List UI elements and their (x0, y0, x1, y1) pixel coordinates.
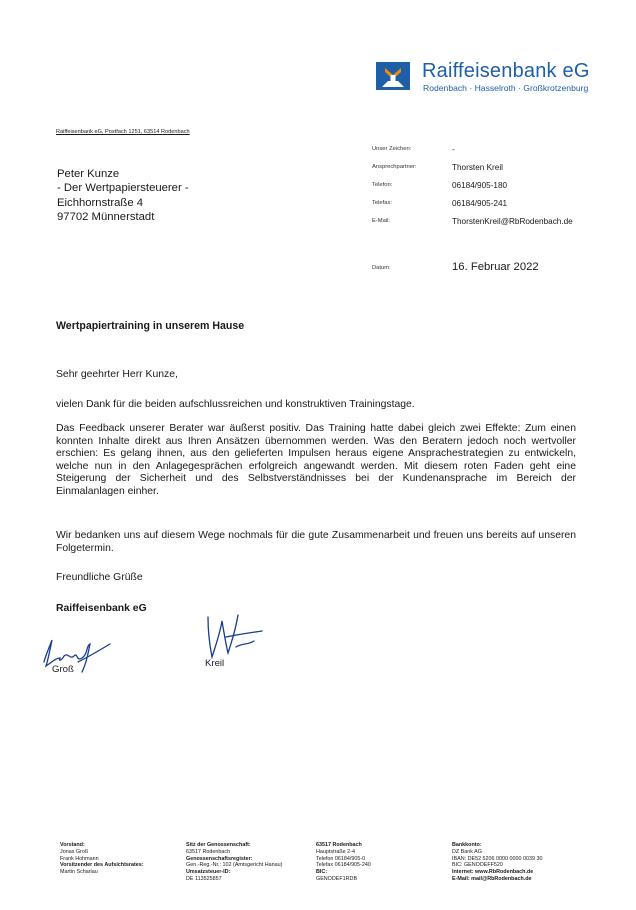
footer-text: Bankkonto: (452, 842, 482, 848)
info-row (372, 200, 612, 218)
info-value: Thorsten Kreil (452, 163, 503, 172)
bank-subtitle: Rodenbach · Hasselroth · Großkrotzenburg (423, 83, 589, 93)
footer-text: BIC: GENODEFF520 (452, 862, 503, 869)
footer-text: Frank Hohmann (60, 855, 99, 862)
footer-text: GENODEF1RDB (316, 875, 358, 882)
footer-text: E-Mail: mail@RbRodenbach.de (452, 875, 532, 882)
signature-company: Raiffeisenbank eG (56, 603, 147, 614)
signer-name: Groß (52, 664, 74, 675)
signer-name: Kreil (205, 658, 225, 669)
footer-text: Umsatzsteuer-ID: (186, 869, 231, 876)
info-label: E-Mail: (372, 218, 391, 224)
info-label: Telefon: (372, 182, 393, 188)
footer-text: Jonas Groß (60, 848, 89, 855)
info-value: 06184/905-241 (452, 199, 508, 208)
recipient-address (57, 167, 189, 225)
footer-text: Genossenschaftsregister: (186, 855, 253, 862)
paragraph-3: Wir bedanken uns auf diesem Wege nochmals für die gute Zusammenarbeit und freuen uns bereits auf unseren Folgetermin. (56, 530, 576, 554)
footer-text: Telefax 06184/905-240 (316, 862, 371, 869)
paragraph-1: vielen Dank für die beiden aufschlussreichen und konstruktiven Trainingstage. (56, 399, 415, 410)
footer-text: BIC: (316, 869, 328, 876)
footer-bank (452, 842, 543, 883)
footer-text: Gen.-Reg.-Nr.: 102 (Amtsgericht Hanau) (186, 862, 283, 869)
info-label: Unser Zeichen: (372, 146, 412, 152)
footer-text: DZ Bank AG (452, 848, 482, 855)
footer-text: Martin Scharlau (60, 869, 98, 876)
date-label: Datum: (372, 265, 391, 271)
footer (60, 842, 620, 898)
date-value: 16. Februar 2022 (452, 261, 539, 273)
footer-text: Vorsitzender des Aufsichtsrates: (60, 862, 144, 869)
info-row (372, 146, 612, 164)
info-row (372, 182, 612, 200)
footer-board (60, 842, 144, 876)
footer-text: Telefon 06184/905-0 (316, 855, 366, 862)
contact-info (372, 146, 612, 236)
footer-text: Internet: www.RbRodenbach.de (452, 869, 534, 876)
info-label: Telefax: (372, 200, 392, 206)
footer-address (316, 842, 371, 883)
bank-name: Raiffeisenbank eG (422, 60, 590, 82)
recipient-city: 97702 Münnerstadt (57, 211, 155, 224)
footer-text: IBAN: DE52 5206 0000 0000 0039 30 (452, 855, 543, 862)
footer-text: Sitz der Genossenschaft: (186, 842, 251, 848)
raiffeisen-logo-icon (376, 62, 410, 90)
recipient-name: Peter Kunze (57, 168, 120, 180)
paragraph-2: Das Feedback unserer Berater war äußerst positiv. Das Training hatte dabei gleich zwei Effekte: Zum einen konnten Inhalte direkt aus Ihren Ansätzen übernommen werden. Was den Beratern jedoch noch wertvoller erschien: Es gelang ihnen, aus den gelieferten Impulsen heraus eigene Ansprachestrategien zu entwickeln, welche nun in den Anlagegesprächen erfolgreich angewandt werden. Mit diesem roten Faden geht eine Steigerung der Sicherheit und des Selbstverständnisses bei der Kundenansprache im Bereich der Einmalanlagen einher. (56, 423, 576, 497)
info-label: Ansprechpartner: (372, 164, 417, 170)
recipient-title: - Der Wertpapiersteuerer - (57, 182, 189, 195)
info-value: 06184/905-180 (452, 181, 508, 190)
email-value: ThorstenKreil@RbRodenbach.de (452, 217, 573, 226)
footer-text: 63517 Rodenbach (186, 848, 231, 855)
info-value: - (452, 145, 455, 154)
footer-text: DE 113525857 (186, 875, 222, 882)
sender-line: Raiffeisenbank eG, Postfach 1251, 63514 Rodenbach (56, 129, 190, 135)
footer-registry (186, 842, 282, 883)
signature-gross-icon (38, 632, 118, 676)
bank-logo (376, 60, 616, 100)
footer-text: Hauptstraße 2-4 (316, 848, 355, 855)
info-row (372, 164, 612, 182)
salutation: Sehr geehrter Herr Kunze, (56, 369, 178, 380)
closing: Freundliche Grüße (56, 572, 143, 583)
footer-text: 63517 Rodenbach (316, 842, 362, 848)
footer-text: Vorstand: (60, 842, 85, 848)
letter-subject: Wertpapiertraining in unserem Hause (56, 320, 245, 332)
info-row (372, 218, 612, 236)
recipient-street: Eichhornstraße 4 (57, 196, 144, 209)
